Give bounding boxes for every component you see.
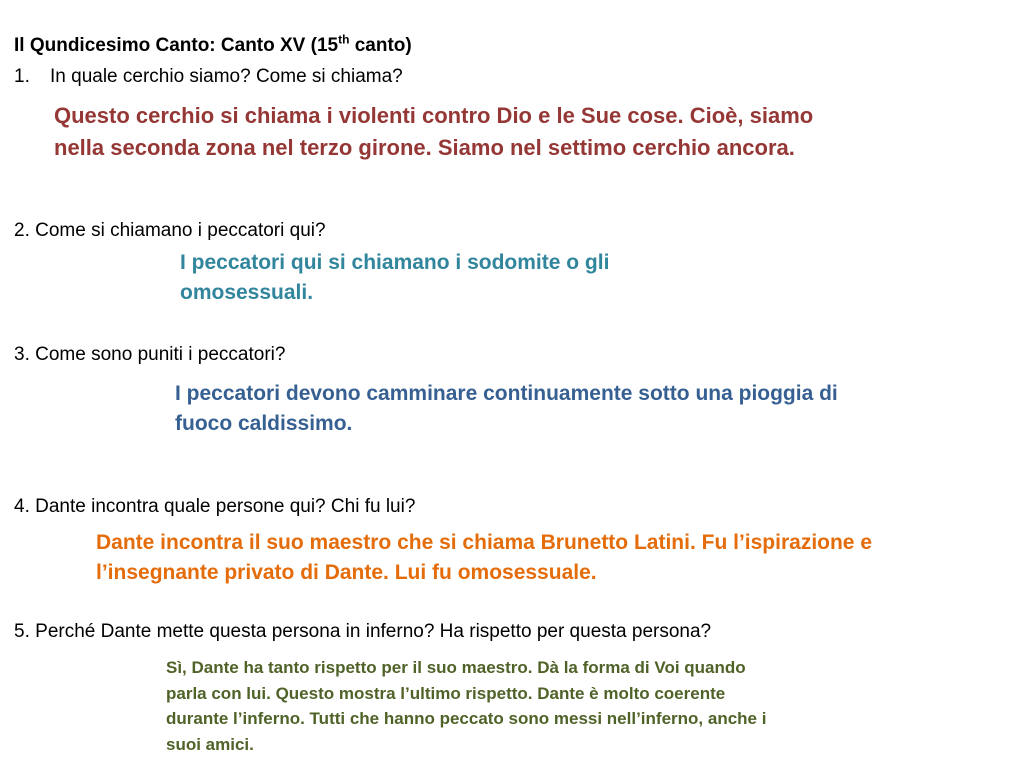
answer-4: Dante incontra il suo maestro che si chiama Brunetto Latini. Fu l’ispirazione e l’insegnante privato di Dante. Lui fu omosessuale. bbox=[96, 531, 872, 585]
question-3 bbox=[14, 344, 285, 366]
question-3-text: Come sono puniti i peccatori? bbox=[35, 344, 286, 365]
title-superscript: th bbox=[338, 32, 350, 47]
question-5 bbox=[14, 621, 711, 643]
answer-2: I peccatori qui si chiamano i sodomite o gli omosessuali. bbox=[180, 251, 610, 305]
answer-5: Sì, Dante ha tanto rispetto per il suo maestro. Dà la forma di Voi quando parla con lui. Questo mostra l’ultimo rispetto. Dante è molto coerente durante l’inferno. Tutti che hanno peccato sono messi nell’inferno, anche i suoi amici. bbox=[166, 658, 767, 754]
question-4-number: 4. bbox=[14, 496, 30, 517]
question-1 bbox=[14, 66, 403, 88]
title-suffix: canto) bbox=[349, 35, 412, 56]
question-3-number: 3. bbox=[14, 344, 30, 365]
answer-3: I peccatori devono camminare continuamente sotto una pioggia di fuoco caldissimo. bbox=[175, 382, 838, 436]
question-1-number: 1. bbox=[14, 66, 30, 87]
question-2 bbox=[14, 220, 326, 242]
title-main: Il Qundicesimo Canto: Canto XV (15 bbox=[14, 35, 339, 56]
slide-title bbox=[14, 32, 412, 57]
question-4-text: Dante incontra quale persone qui? Chi fu lui? bbox=[35, 496, 416, 517]
question-1-text: In quale cerchio siamo? Come si chiama? bbox=[50, 66, 403, 87]
answer-1: Questo cerchio si chiama i violenti contro Dio e le Sue cose. Cioè, siamo nella seconda zona nel terzo girone. Siamo nel settimo cerchio ancora. bbox=[54, 103, 814, 160]
question-5-text: Perché Dante mette questa persona in inferno? Ha rispetto per questa persona? bbox=[35, 621, 712, 642]
question-2-text: Come si chiamano i peccatori qui? bbox=[35, 220, 326, 241]
question-4 bbox=[14, 496, 415, 518]
question-5-number: 5. bbox=[14, 621, 30, 642]
question-2-number: 2. bbox=[14, 220, 30, 241]
